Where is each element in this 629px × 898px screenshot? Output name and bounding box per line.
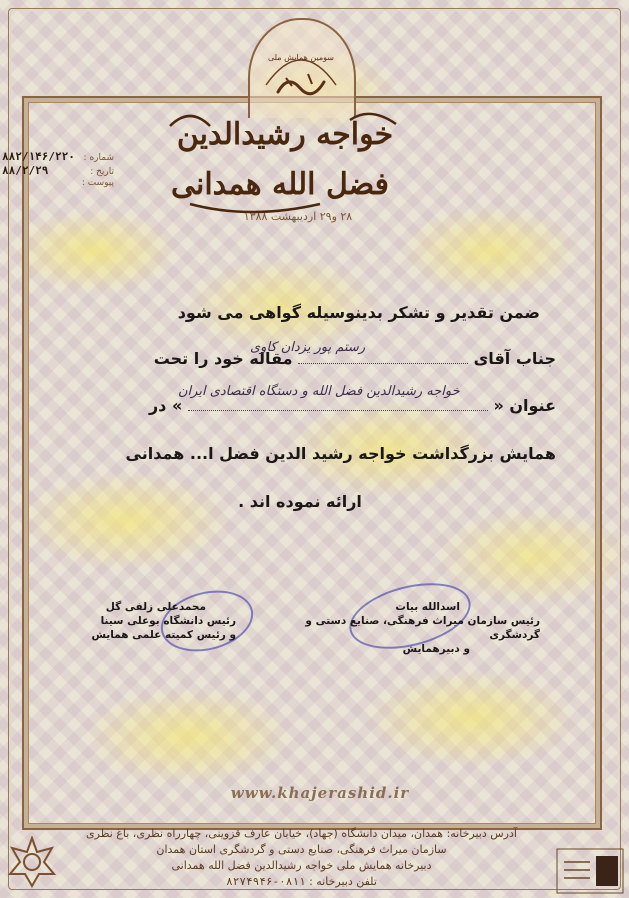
emblem-text: سومین همایش ملی bbox=[267, 53, 335, 62]
handwritten-article-title: خواجه رشیدالدین فضل الله و دستگاه اقتصادی ایران bbox=[178, 384, 460, 399]
conference-date: ۲۸ و۲۹ اردیبهشت ۱۳۸۸ bbox=[243, 210, 353, 223]
signer-right-title2: و دبیرهمایش bbox=[402, 643, 470, 655]
title-blank bbox=[188, 410, 488, 411]
meta-attachment-label: پیوست : bbox=[81, 178, 114, 188]
signer-right-title1: رئیس سازمان میراث فرهنگی، صنایع دستی و گردشگری bbox=[305, 615, 540, 641]
footer-phone bbox=[54, 874, 549, 890]
body-line-2-end: مقاله خود را تحت bbox=[153, 349, 293, 368]
meta-block bbox=[2, 150, 114, 192]
meta-date-row bbox=[2, 164, 114, 178]
signature-right bbox=[300, 600, 540, 656]
footer-address-line3: دبیرخانه همایش ملی خواجه رشیدالدین فضل الله همدانی bbox=[171, 859, 432, 872]
meta-number-label: شماره : bbox=[83, 153, 114, 163]
website-link[interactable]: www.khajerashid.ir bbox=[230, 784, 410, 802]
signature-left bbox=[80, 600, 236, 642]
logo-title-line2: فضل الله همدانی bbox=[170, 167, 390, 202]
name-blank bbox=[298, 363, 468, 364]
signer-left-name: محمدعلی زلفی گل bbox=[105, 601, 206, 613]
university-logo-icon bbox=[6, 836, 58, 888]
body-line-2-start: جناب آقای bbox=[473, 349, 556, 368]
heritage-organization-logo-icon bbox=[556, 848, 624, 894]
signer-left-title1: رئیس دانشگاه بوعلی سینا bbox=[100, 615, 236, 627]
meta-date-value: ۸۸/۲/۲۹ bbox=[2, 164, 49, 177]
footer-address-line2: سازمان میراث فرهنگی، صنایع دستی و گردشگری استان همدان bbox=[156, 843, 447, 856]
footer-address bbox=[54, 826, 549, 890]
handwritten-name: رستم پور یزدان کاوی bbox=[250, 340, 366, 355]
signer-left-title2: و رئیس کمیته علمی همایش bbox=[91, 629, 236, 641]
body-line-1: ضمن تقدیر و تشکر بدینوسیله گواهی می شود bbox=[177, 303, 540, 322]
footer-phone-label: تلفن دبیرخانه : bbox=[309, 875, 377, 888]
meta-attachment-row bbox=[2, 178, 114, 192]
body-line-3-end: » در bbox=[148, 396, 183, 415]
body-line-4: همایش بزرگداشت خواجه رشید الدین فضل ا... همدانی bbox=[125, 444, 556, 463]
body-line-5: ارائه نموده اند . bbox=[238, 492, 362, 511]
logo-title-line1: خواجه رشیدالدین bbox=[176, 117, 394, 152]
meta-number-value: ۸۸۲/۱۴۶/۲۲۰ bbox=[2, 150, 75, 163]
body-line-3-start: عنوان « bbox=[493, 396, 556, 415]
meta-number-row bbox=[2, 150, 114, 164]
footer-address-line1: آدرس دبیرخانه: همدان، میدان دانشگاه (جهاد)، خیابان عارف قزوینی، چهارراه نظری، باغ نظری bbox=[86, 827, 517, 840]
signer-right-name: اسدالله بیات bbox=[395, 601, 460, 613]
footer-phone-value: ۰۸۱۱-۸۲۷۴۹۴۶ bbox=[226, 875, 306, 888]
conference-title-logo bbox=[150, 96, 420, 226]
meta-date-label: تاریخ : bbox=[90, 167, 114, 177]
